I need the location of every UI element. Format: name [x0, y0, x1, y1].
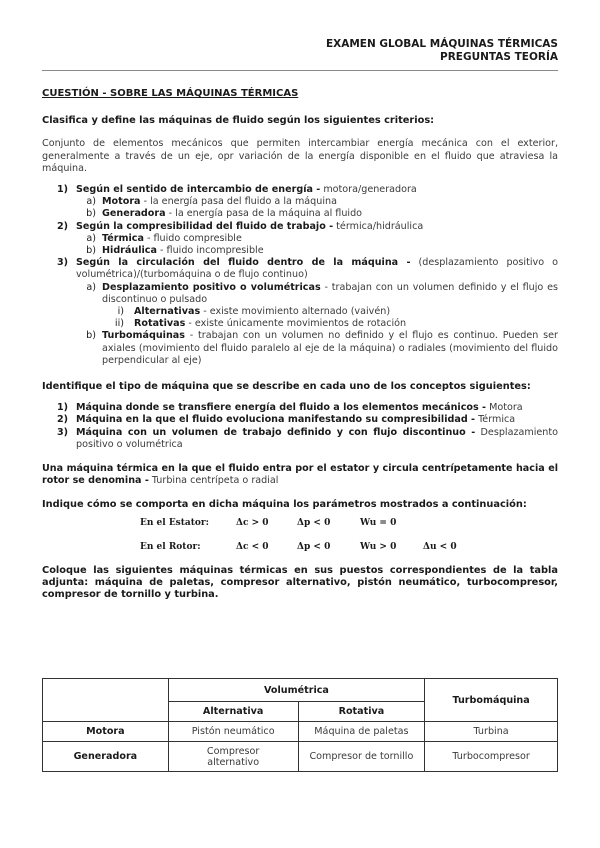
rotor-dp: Δp < 0	[297, 541, 331, 552]
rotor-du: Δu < 0	[423, 541, 457, 552]
list-item: b) Hidráulica - fluido incompresible	[86, 245, 264, 257]
list-item: 2) Según la compresibilidad del fluido de trabajo - térmica/hidráulica	[56, 220, 424, 232]
header-rotativa: Rotativa	[298, 702, 425, 722]
list-item: 3) Según la circulación del fluido dentro de la máquina - (desplazamiento positivo o volumétrica)/(turbomáquina o de flujo continuo)	[56, 257, 558, 281]
question-3-text: Una máquina térmica en la que el fluido entra por el estator y circula centrípetamente hacia el rotor se denomina -	[42, 463, 558, 487]
list-item: i) Alternativas - existe movimiento alternado (vaivén)	[117, 306, 391, 318]
question-4-title: Indique cómo se comporta en dicha máquina los parámetros mostrados a continuación:	[42, 499, 527, 511]
cell-motora-rotativa: Máquina de paletas	[298, 722, 425, 742]
question-2-title: Identifique el tipo de máquina que se describe en cada uno de los conceptos siguientes:	[42, 381, 531, 393]
question-3-answer: Turbina centrípeta o radial	[148, 475, 279, 487]
cell-motora-turbo: Turbina	[425, 722, 558, 742]
question-3	[42, 463, 558, 487]
section-title: CUESTIÓN - SOBRE LAS MÁQUINAS TÉRMICAS	[42, 88, 299, 99]
question-1-intro: Conjunto de elementos mecánicos que permiten intercambiar energía mecánica con el exterior, generalmente a través de un eje, opr variación de la energía disponible en el fluido que atraviesa la máquina.	[42, 138, 558, 174]
rotor-wu: Wu > 0	[360, 541, 397, 552]
question-1-title: Clasifica y define las máquinas de fluido según los siguientes criterios:	[42, 115, 435, 127]
document-body	[42, 88, 558, 601]
table-corner-cell	[43, 679, 169, 722]
table-row	[43, 742, 558, 772]
question-5-title: Coloque las siguientes máquinas térmicas en sus puestos correspondientes de la tabla adjunta: máquina de paletas, compresor alternativo, pistón neumático, turbocompresor, compresor de tornillo y turbina.	[42, 564, 558, 601]
cell-motora-alternativa: Pistón neumático	[168, 722, 298, 742]
row-label-generadora: Generadora	[43, 742, 169, 772]
list-item: 1) Según el sentido de intercambio de energía - motora/generadora	[56, 184, 417, 196]
concepts-list	[42, 402, 558, 451]
cell-generadora-turbo: Turbocompresor	[425, 742, 558, 772]
rotor-row	[42, 541, 558, 559]
list-item: b) Turbomáquinas - trabajan con un volumen no definido y el flujo es continuo. Pueden ser axiales (movimiento del fluido paralelo al eje de la máquina) o radiales (movimiento del fluido perpendicular al eje)	[86, 330, 558, 366]
row-label-motora: Motora	[43, 722, 169, 742]
machines-table	[42, 678, 558, 772]
list-item: a) Motora - la energía pasa del fluido a la máquina	[86, 196, 337, 208]
header-volumetrica: Volumétrica	[168, 679, 425, 702]
list-item: a) Térmica - fluido compresible	[86, 232, 242, 244]
stator-row	[42, 517, 558, 535]
header-title: EXAMEN GLOBAL MÁQUINAS TÉRMICAS	[325, 38, 558, 50]
stator-dp: Δp < 0	[297, 517, 331, 528]
list-item: a) Desplazamiento positivo o volumétricas - trabajan con un volumen definido y el flujo es discontinuo o pulsado	[86, 281, 558, 305]
cell-generadora-rotativa: Compresor de tornillo	[298, 742, 425, 772]
parameters-block	[42, 517, 558, 559]
stator-wu: Wu = 0	[360, 517, 397, 528]
list-item: 2) Máquina en la que el fluido evoluciona manifestando su compresibilidad - Térmica	[56, 414, 516, 426]
header-turbomaquina: Turbomáquina	[425, 679, 558, 722]
criteria-list	[42, 184, 558, 367]
header-subtitle: PREGUNTAS TEORÍA	[440, 51, 558, 63]
page-header	[326, 38, 558, 64]
list-item: b) Generadora - la energía pasa de la máquina al fluido	[86, 208, 363, 220]
list-item: 3) Máquina con un volumen de trabajo definido y con flujo discontinuo - Desplazamiento positivo o volumétrica	[56, 426, 558, 450]
list-item: ii) Rotativas - existe únicamente movimientos de rotación	[114, 318, 407, 330]
rotor-label: En el Rotor:	[140, 541, 201, 552]
stator-dc: Δc > 0	[236, 517, 269, 528]
header-divider	[42, 70, 558, 71]
header-alternativa: Alternativa	[168, 702, 298, 722]
table-row	[43, 722, 558, 742]
stator-label: En el Estator:	[140, 517, 209, 528]
list-item: 1) Máquina donde se transfiere energía del fluido a los elementos mecánicos - Motora	[56, 402, 523, 414]
rotor-dc: Δc < 0	[236, 541, 269, 552]
cell-generadora-alternativa: Compresor alternativo	[168, 742, 298, 772]
